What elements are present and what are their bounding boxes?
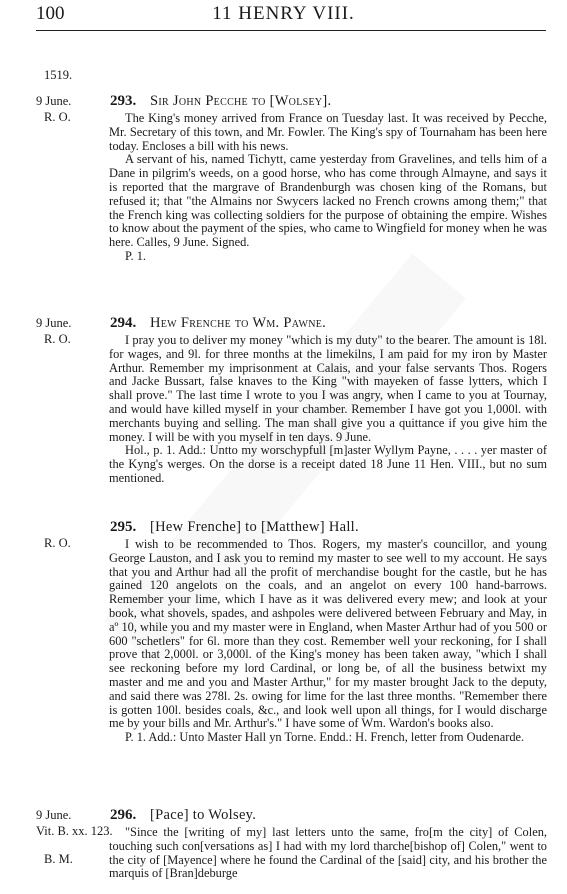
entry-source-2: B. M. bbox=[44, 852, 73, 866]
entry-heading: Hew Frenche to Wm. Pawne. bbox=[150, 315, 327, 331]
entry-number: 293. bbox=[110, 93, 137, 109]
entry-heading: Sir John Pecche to [Wolsey]. bbox=[150, 93, 332, 109]
entry-heading: [Hew Frenche] to [Matthew] Hall. bbox=[150, 519, 359, 535]
entry-date: 9 June. bbox=[36, 94, 72, 108]
header-rule bbox=[36, 30, 546, 31]
entry-note: Hol., p. 1. Add.: Untto my worschypfull [m]aster Wyllym Payne, . . . . yer master of the Kyng's werges. On the dorse is a receipt dated 18 June 11 Hen. VIII., but no sum mentioned. bbox=[109, 443, 547, 485]
paragraph: "Since the [writing of my] last letters unto the same, fro[m the city] of Colen, touching such con[versations as] I had with my lord tharche[bishop of] Colen," went to the city of [Mayence] where he found the Cardinal of the [said] city, and his brother the marquis of [Bran]deburge bbox=[109, 825, 547, 881]
paragraph: I pray you to deliver my money "which is my duty" to the bearer. The amount is 18l. for wages, and 9l. for three months at the limekilns, I am paid for my iron by Master Arthur. Remember my imprisonment at Calais, and your false servants Thos. Rogers and Jacke Bussart, false knaves to the King "with mayeken of fasse lytters, which I shall prove." The last time I wrote to you I was angry, when I came to you at Tournay, and would have killed myself in your chamber. Remember I have got you 1,000l. with merchants buying and selling. The man shall give you a quittance if you give him the money. I will be with you myself in ten days. 9 June. bbox=[109, 333, 547, 444]
entry-number: 294. bbox=[110, 315, 137, 331]
paragraph: A servant of his, named Tichytt, came yesterday from Gravelines, and tells him of a Dane in pilgrim's weeds, on a good horse, who has come through Almayne, and says it is reported that the margrave of Brandenburgh was chosen king of the Romans, but refused it; that "the Almains nor Swycers lacked no French crowns among them;" that the French king was collecting soldiers for the purpose of obtaining the empire. Wishes to know about the payment of the spies, who came to Wingfield for money when he was here. Calles, 9 June. Signed. bbox=[109, 152, 548, 250]
paragraph: I wish to be recommended to Thos. Rogers, my master's councillor, and young George Lauston, and I ask you to remind my master to see well to my account. He says that you and Arthur had all the profit of merchandise bought for the castle, but he has gained 120 angelots on the coals, and an angelot on every 100 hand-barrows. Remember your lime, which I have as it was delivered every mew; and look at your book, what shovels, spades, and ashpoles were delivered between February and May, in aº 10, while you and my master were in England, when Master Arthur had of you 500 or 600 "schetlers" for 6l. more than they cost. Remember well your reckoning, for I shall prove that 2,000l. or 3,000l. of the King's money has been taken away, "which I shall see reckoning before my lord Cardinal, or long be, of all the business betwixt my master and me and you and Master Arthur," for my master brought Jack to the deputy, and said there was 278l. 2s. owing for lime for the last three months. "Remember there is gotten 100l. besides coals, &c., and look well upon all things, for I would discharge me by your bills and Mr. Arthur's." I have some of Wm. Wardon's books also. bbox=[109, 537, 547, 731]
entry-date: 9 June. bbox=[36, 808, 72, 822]
entry-body bbox=[109, 334, 547, 486]
entry-heading: [Pace] to Wolsey. bbox=[150, 807, 257, 823]
entry-note: P. 1. Add.: Unto Master Hall yn Torne. Endd.: H. French, letter from Oudenarde. bbox=[125, 730, 525, 745]
entry-number: 296. bbox=[110, 807, 137, 823]
entry-body bbox=[109, 538, 547, 745]
year-label: 1519. bbox=[44, 68, 73, 82]
paragraph: The King's money arrived from France on Tuesday last. It was received by Pecche, Mr. Secretary of this town, and Mr. Fowler. The King's spy of Tournaham has been here today. Encloses a bill with his news. bbox=[109, 111, 547, 153]
entry-source: R. O. bbox=[44, 536, 71, 550]
entry-source: Vit. B. xx. 123. bbox=[36, 824, 113, 838]
entry-date: 9 June. bbox=[36, 316, 72, 330]
page-number: 100 bbox=[36, 3, 65, 24]
entry-note: P. 1. bbox=[125, 248, 147, 263]
running-title: 11 HENRY VIII. bbox=[212, 3, 355, 24]
entry-body bbox=[109, 112, 547, 264]
running-header bbox=[0, 3, 567, 27]
entry-source: R. O. bbox=[44, 110, 71, 124]
entry-source: R. O. bbox=[44, 332, 71, 346]
entry-number: 295. bbox=[110, 519, 137, 535]
entry-body bbox=[109, 826, 547, 881]
